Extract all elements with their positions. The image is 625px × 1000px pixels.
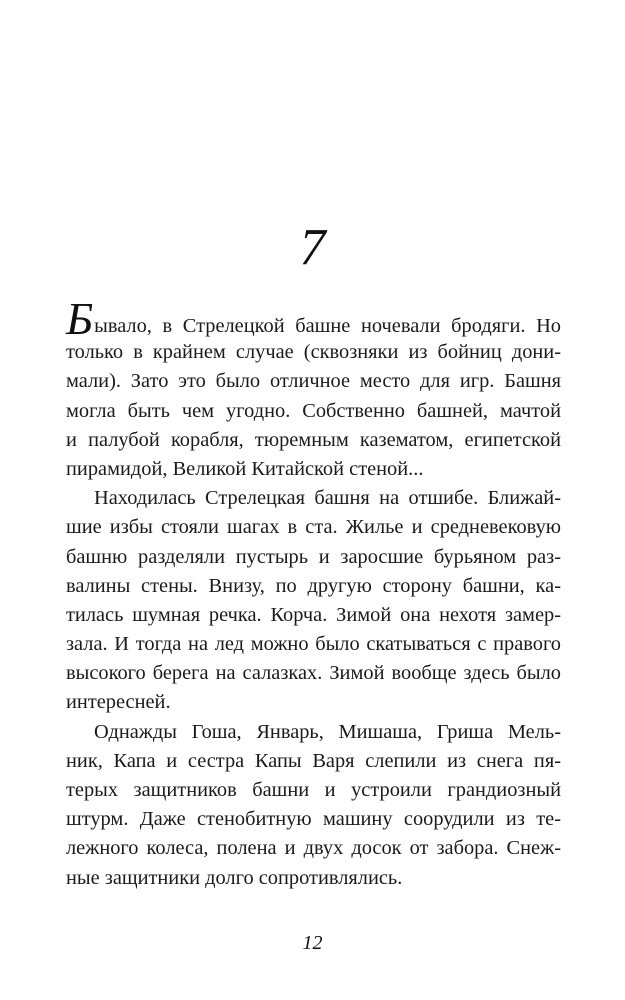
text-line: Однажды Гоша, Январь, Мишаша, Гриша Мель- bbox=[94, 720, 561, 743]
text-line: только в крайнем случае (сквозняки из бойниц дони- bbox=[66, 341, 561, 364]
chapter-number: 7 bbox=[299, 219, 326, 276]
dropcap-letter: Б bbox=[66, 293, 94, 344]
text-line: штурм. Даже стенобитную машину соорудили из те- bbox=[66, 808, 561, 831]
text-line: и палубой корабля, тюремным казематом, египетской bbox=[66, 428, 561, 451]
text-line: могла быть чем угодно. Собственно башней, мачтой bbox=[66, 399, 561, 422]
text-line: шие избы стояли шагах в ста. Жилье и средневековую bbox=[66, 516, 561, 539]
text-line: башню разделяли пустырь и заросшие бурьяном раз- bbox=[66, 545, 561, 568]
text-line: лежного колеса, полена и двух досок от забора. Снеж- bbox=[66, 837, 561, 860]
text-line: терых защитников башни и устроили грандиозный bbox=[66, 779, 561, 801]
text-line: ные защитники долго сопротивлялись. bbox=[66, 866, 403, 889]
text-line: зала. И тогда на лед можно было скатываться с правого bbox=[66, 633, 561, 656]
page-number: 12 bbox=[302, 932, 323, 954]
text-line: валины стены. Внизу, по другую сторону башни, ка- bbox=[66, 574, 561, 597]
text-line: интересней. bbox=[66, 691, 171, 714]
text-line: мали). Зато это было отличное место для игр. Башня bbox=[66, 370, 561, 393]
text-line bbox=[66, 293, 561, 344]
text-line: ник, Капа и сестра Капы Варя слепили из снега пя- bbox=[66, 749, 561, 772]
text-line: высокого берега на салазках. Зимой вообще здесь было bbox=[66, 662, 561, 685]
body-text bbox=[66, 293, 561, 893]
text-line: тилась шумная речка. Корча. Зимой она нехотя замер- bbox=[66, 603, 561, 626]
text-line-content: ывало, в Стрелецкой башне ночевали бродяги. Но bbox=[94, 315, 561, 337]
text-line: пирамидой, Великой Китайской стеной... bbox=[66, 457, 424, 480]
text-line: Находилась Стрелецкая башня на отшибе. Ближай- bbox=[94, 487, 561, 510]
